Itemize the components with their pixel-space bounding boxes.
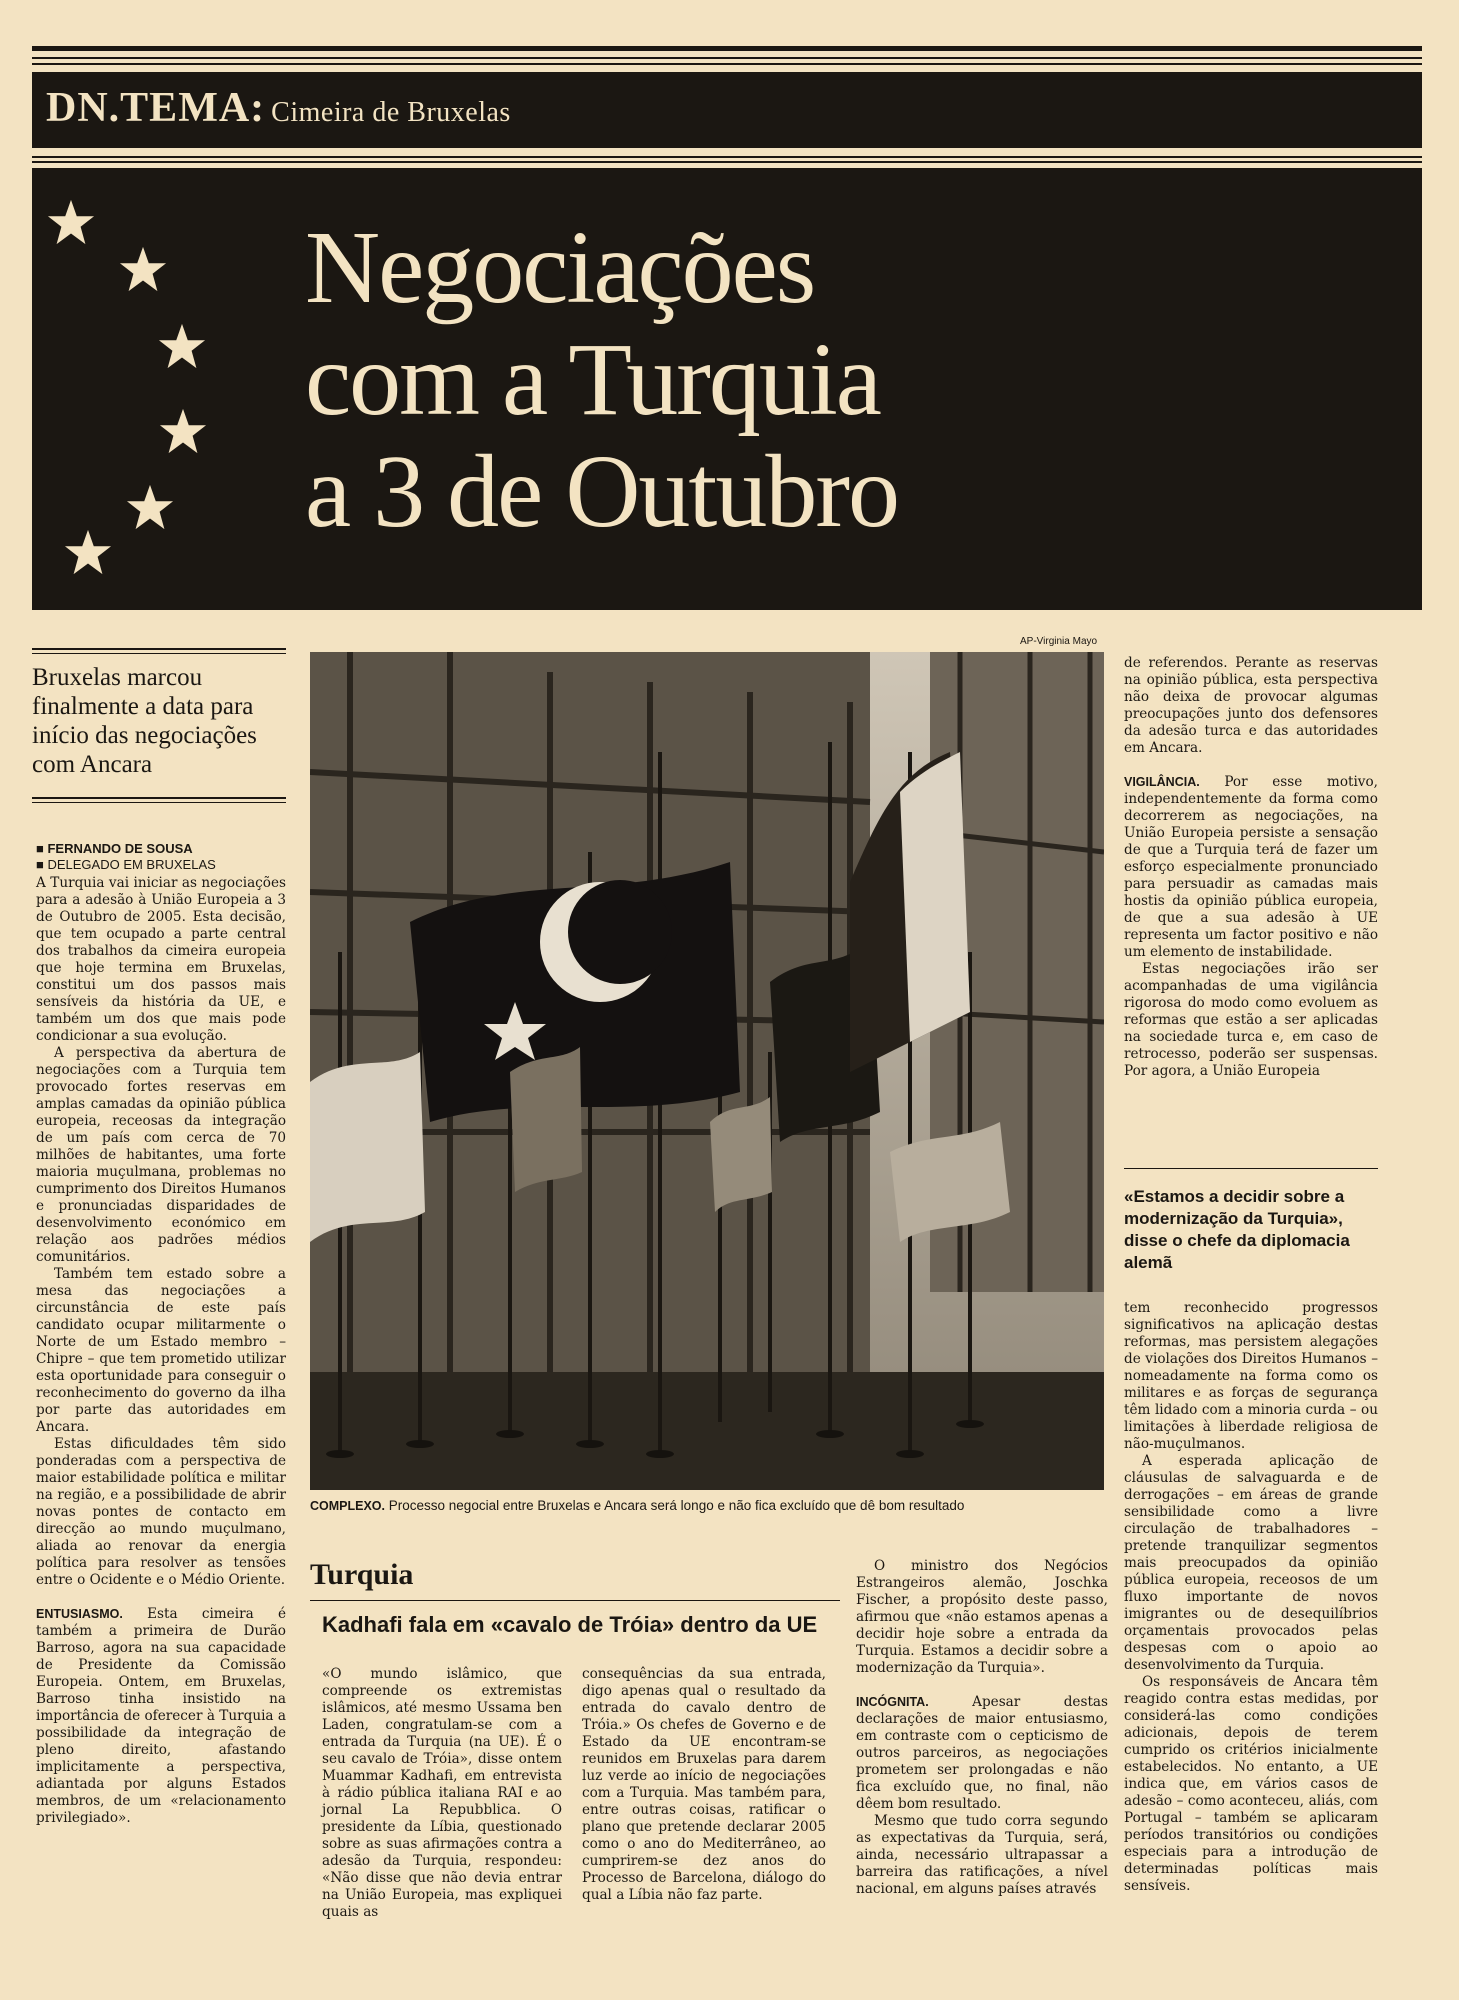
- headline-line-1: Negociações: [305, 210, 815, 325]
- headline-line-2: com a Turquia: [305, 322, 880, 437]
- top-rule-thin: [32, 57, 1422, 59]
- star-icon: [159, 407, 207, 455]
- subhead-rule-top: [32, 648, 286, 650]
- paragraph: Os responsáveis de Ancara têm reagido contra estas medidas, por considerá-las como condições adicionais, depois de terem cumprido os critérios inicialmente estabelecidos. No entanto, a UE indica que, em vários casos de adesão – como aconteceu, aliás, com Portugal – também se aplicaram períodos transitórios ou condições especiais para a introdução de determinadas políticas mais sensíveis.: [1124, 1674, 1378, 1894]
- star-icon: [47, 198, 95, 246]
- paragraph: [1124, 774, 1378, 961]
- subhead-rule-top-2: [32, 653, 286, 654]
- caption-kicker: COMPLEXO.: [310, 1499, 386, 1513]
- box-column-3: [856, 1558, 1108, 1898]
- paragraph: Estas dificuldades têm sido ponderadas com a perspectiva de maior estabilidade política e militar na região, e a possibilidade de abrir novas pontes de contacto em direcção ao mundo muçulmano, aliada ao renovar da energia política para resolver as tensões entre o Ocidente e o Médio Oriente.: [36, 1436, 286, 1588]
- paragraph: Mesmo que tudo corra segundo as expectativas da Turquia, será, ainda, necessário ultrapassar a barreira das ratificações, a nível nacional, em alguns países através: [856, 1813, 1108, 1897]
- paragraph: «O mundo islâmico, que compreende os extremistas islâmicos, até mesmo Ussama ben Laden, congratulam-se com a entrada da Turquia (na UE). É o seu cavalo de Tróia», disse ontem Muammar Kadhafi, em entrevista à rádio pública italiana RAI e ao jornal La Repubblica. O presidente da Líbia, questionado sobre as suas afirmações contra a adesão da Turquia, respondeu: «Não disse que não devia entrar na União Europeia, mas expliquei quais as: [322, 1666, 562, 1920]
- flags-photo-illustration: [310, 652, 1104, 1490]
- kicker: INCÓGNITA.: [856, 1695, 929, 1709]
- paragraph: Também tem estado sobre a mesa das negociações a circunstância de este país candidato ocupar militarmente o Norte de um Estado membro – Chipre – que tem prometido utilizar esta oportunidade para conseguir o reconhecimento do governo da ilha por parte das autoridades em Ancara.: [36, 1266, 286, 1435]
- pull-quote-rule: [1124, 1168, 1378, 1169]
- paragraph: de referendos. Perante as reservas na opinião pública, esta perspectiva não deixa de provocar algumas preocupações junto dos defensores da adesão turca e das autoridades em Ancara.: [1124, 655, 1378, 756]
- paragraph-text: Apesar destas declarações de maior entusiasmo, em contraste com o cepticismo de outros parceiros, as negociações prometem ser prolongadas e não fica excluído que, no final, não dêem bom resultado.: [856, 1694, 1108, 1812]
- paragraph: A perspectiva da abertura de negociações com a Turquia tem provocado fortes reservas em amplas camadas da opinião pública europeia, receosas da integração de um país com cerca de 70 milhões de habitantes, uma forte maioria muçulmana, problemas no cumprimento dos Direitos Humanos e pronunciadas disparidades de desenvolvimento económico em relação aos padrões médios comunitários.: [36, 1045, 286, 1265]
- section-label: [46, 84, 511, 132]
- paragraph: A Turquia vai iniciar as negociações para a adesão à União Europeia a 3 de Outubro de 2005. Esta decisão, que tem ocupado a parte central dos trabalhos da cimeira europeia que hoje termina em Bruxelas, constitui um dos passos mais sensíveis da história da UE, e também um dos que mais pode condicionar a sua evolução.: [36, 875, 286, 1044]
- box-heading: Kadhafi fala em «cavalo de Tróia» dentro da UE: [322, 1612, 818, 1637]
- paragraph-text: Esta cimeira é também a primeira de Durão Barroso, agora na sua capacidade de Presidente da Comissão Europeia. Ontem, em Bruxelas, Barroso tinha insistido na importância de oferecer à Turquia a possibilidade da integração de pleno direito, afastando implicitamente a perspectiva, adiantada por alguns Estados membros, de um «relacionamento privilegiado».: [36, 1606, 286, 1826]
- page-title: [305, 212, 1305, 548]
- paragraph: consequências da sua entrada, digo apenas qual o resultado da entrada do cavalo dentro de Tróia.» Os chefes de Governo e de Estado da UE encontram-se reunidos em Bruxelas para darem luz verde ao início de negociações com a Turquia. Mas também para, entre outras coisas, ratificar o plano que pretende declarar 2005 como o ano do Mediterrâneo, ao cumprirem-se dez anos do Processo de Barcelona, diálogo do qual a Líbia não faz parte.: [582, 1666, 826, 1903]
- paragraph: [856, 1694, 1108, 1813]
- pull-quote: «Estamos a decidir sobre a modernização da Turquia», disse o chefe da diplomacia alemã: [1124, 1187, 1350, 1272]
- section-name: DN.TEMA:: [46, 85, 266, 131]
- left-column: [36, 875, 286, 1827]
- box-column-2: [582, 1666, 826, 1904]
- star-icon: [119, 245, 167, 293]
- paragraph: Estas negociações irão ser acompanhadas de uma vigilância rigorosa do modo como evoluem as reformas que estão a ser aplicadas na sociedade turca e, em caso de retrocesso, poderão ser suspensas. Por agora, a União Europeia: [1124, 961, 1378, 1079]
- photo-caption: [310, 1498, 1110, 1513]
- flags-photo: [310, 652, 1104, 1490]
- byline-author: ■ FERNANDO DE SOUSA: [36, 841, 193, 856]
- subhead-rule-bottom-2: [32, 802, 286, 803]
- headline-line-3: a 3 de Outubro: [305, 434, 898, 549]
- top-rule-thin-2: [32, 63, 1422, 65]
- paragraph: O ministro dos Negócios Estrangeiros alemão, Joschka Fischer, a propósito deste passo, afirmou que «não estamos apenas a decidir hoje sobre a entrada da Turquia. Estamos a decidir sobre a modernização da Turquia».: [856, 1558, 1108, 1676]
- paragraph: [36, 1606, 286, 1827]
- paragraph-text: Por esse motivo, independentemente da forma como decorrerem as negociações, na União Europeia persiste a sensação de que a Turquia terá de fazer um esforço especialmente pronunciado para persuadir as camadas mais hostis da opinião pública europeia, de que a sua adesão à UE representa um factor positivo e não um elemento de instabilidade.: [1124, 774, 1378, 960]
- caption-text: Processo negocial entre Bruxelas e Ancara será longo e não fica excluído que dê bom resultado: [385, 1498, 965, 1513]
- box-rule: [310, 1600, 840, 1601]
- star-icon: [64, 528, 112, 576]
- box-title: Turquia: [310, 1558, 414, 1591]
- kicker: ENTUSIASMO.: [36, 1607, 123, 1621]
- paragraph: tem reconhecido progressos significativos na aplicação destas reformas, mas persistem alegações de violações dos Direitos Humanos – nomeadamente na forma como os militares e as forças de segurança têm lidado com a minoria curda – ou limitações à liberdade religiosa de não-muçulmanos.: [1124, 1300, 1378, 1452]
- section-topic: Cimeira de Bruxelas: [271, 97, 511, 128]
- byline-role: ■ DELEGADO EM BRUXELAS: [36, 857, 216, 872]
- photo-credit: AP-Virginia Mayo: [1020, 636, 1098, 647]
- section-rule-2: [32, 161, 1422, 163]
- kicker: VIGILÂNCIA.: [1124, 775, 1200, 789]
- top-rule-thick: [32, 46, 1422, 51]
- right-column-top: [1124, 655, 1378, 1080]
- subhead: Bruxelas marcou finalmente a data para início das negociações com Ancara: [32, 664, 257, 778]
- paragraph: A esperada aplicação de cláusulas de salvaguarda e de derrogações – em áreas de grande sensibilidade como a livre circulação de trabalhadores – pretende tranquilizar segmentos mais preocupados da opinião pública europeia, receosos de um fluxo importante de novos imigrantes ou de desequilíbrios orçamentais provocados pelas despesas com o apoio ao desenvolvimento da Turquia.: [1124, 1453, 1378, 1673]
- star-icon: [126, 483, 174, 531]
- section-rule: [32, 156, 1422, 158]
- subhead-rule-bottom: [32, 797, 286, 799]
- box-column-1: [322, 1666, 562, 1921]
- right-column-bottom: [1124, 1300, 1378, 1895]
- star-icon: [158, 322, 206, 370]
